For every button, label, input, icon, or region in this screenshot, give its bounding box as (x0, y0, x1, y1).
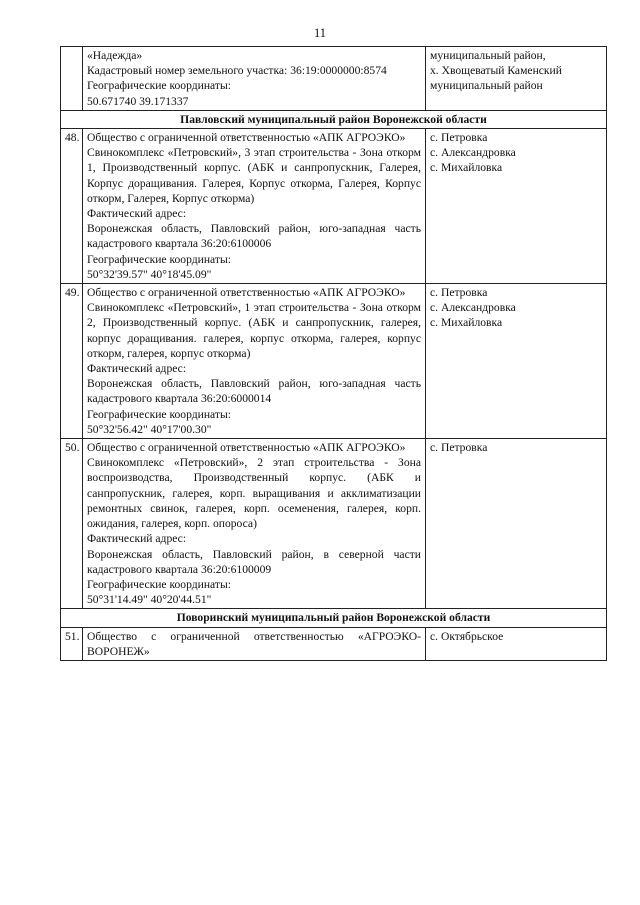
coordinates-value: 50°32'39.57" 40°18'45.09" (87, 267, 212, 281)
row-number: 51. (61, 627, 83, 660)
coordinates-value: 50°32'56.42" 40°17'00.30" (87, 422, 212, 436)
locality-line: муниципальный район, (430, 49, 546, 62)
text-line: Кадастровый номер земельного участка: 36:19:0000000:8574 (87, 64, 387, 78)
text-line: 50.671740 39.171337 (87, 94, 189, 108)
region-heading: Павловский муниципальный район Воронежской области (61, 110, 607, 128)
facility-description: Свинокомплекс «Петровский», 2 этап строительства - Зона воспроизводства, Производственный корпус. (АБК и санпропускник, галерея, корп. выращивания и акклиматизации ремонтных свинок, галерея, корп. осеменения, галерея, корп. ожидания, галерея, корп. опороса) (87, 456, 421, 531)
address-label: Фактический адрес: (87, 207, 187, 221)
row-number: 49. (61, 284, 83, 439)
coordinates-label: Географические координаты: (87, 407, 231, 421)
organization-name: Общество с ограниченной ответственностью «АГРОЭКО-ВОРОНЕЖ» (87, 629, 421, 658)
row-locality (426, 47, 607, 111)
row-locality (426, 439, 607, 609)
row-description (83, 284, 426, 439)
row-description (83, 439, 426, 609)
locality-line: с. Михайловка (430, 316, 503, 330)
locality-line: с. Петровка (430, 441, 488, 455)
table-row (61, 439, 607, 609)
facility-description: Свинокомплекс «Петровский», 3 этап строительства - Зона откорм 1, Производственный корпус. (АБК и санпропускник, Галерея, Корпус доращивания. Галерея, Корпус откорма, Галерея, Корпус откорм, Галерея, Корпус откорма) (87, 146, 421, 205)
row-number: 48. (61, 129, 83, 284)
locality-line: с. Александровка (430, 146, 516, 160)
address-text: Воронежская область, Павловский район, юго-западная часть кадастрового квартала 36:20:6000014 (87, 377, 421, 406)
row-description (83, 47, 426, 111)
row-locality (426, 129, 607, 284)
coordinates-label: Географические координаты: (87, 252, 231, 266)
organization-name: Общество с ограниченной ответственностью «АПК АГРОЭКО» (87, 441, 406, 455)
registry-table (60, 46, 607, 661)
row-description (83, 627, 426, 660)
organization-name: Общество с ограниченной ответственностью «АПК АГРОЭКО» (87, 131, 406, 145)
text-line: Географические координаты: (87, 79, 231, 93)
text-line: «Надежда» (87, 49, 143, 62)
table-row (61, 129, 607, 284)
address-label: Фактический адрес: (87, 362, 187, 376)
table-row (61, 284, 607, 439)
address-label: Фактический адрес: (87, 532, 187, 546)
facility-description: Свинокомплекс «Петровский», 1 этап строительства - Зона откорм 2, Производственный корпус. (АБК и санпропускник, галерея, корпус доращивания. галерея, корпус откорма, галерея, корпус откорм, галерея, корпус откорма) (87, 301, 421, 360)
region-heading: Поворинский муниципальный район Воронежской области (61, 609, 607, 627)
table-row-continued (61, 47, 607, 111)
row-number-empty (61, 47, 83, 111)
locality-line: с. Михайловка (430, 161, 503, 175)
coordinates-value: 50°31'14.49" 40°20'44.51" (87, 593, 212, 607)
locality-line: с. Октябрьское (430, 629, 504, 643)
organization-name: Общество с ограниченной ответственностью «АПК АГРОЭКО» (87, 286, 406, 300)
coordinates-label: Географические координаты: (87, 577, 231, 591)
locality-line: с. Александровка (430, 301, 516, 315)
region-heading-row (61, 609, 607, 627)
locality-line: с. Петровка (430, 131, 488, 145)
row-locality (426, 627, 607, 660)
locality-line: муниципальный район (430, 79, 543, 93)
table-row (61, 627, 607, 660)
region-heading-row (61, 110, 607, 128)
address-text: Воронежская область, Павловский район, в северной части кадастрового квартала 36:20:6100009 (87, 547, 421, 576)
row-description (83, 129, 426, 284)
page-number: 11 (313, 26, 327, 40)
address-text: Воронежская область, Павловский район, юго-западная часть кадастрового квартала 36:20:6100006 (87, 222, 421, 251)
row-number: 50. (61, 439, 83, 609)
locality-line: х. Хвощеватый Каменский (430, 64, 562, 78)
locality-line: с. Петровка (430, 286, 488, 300)
row-locality (426, 284, 607, 439)
